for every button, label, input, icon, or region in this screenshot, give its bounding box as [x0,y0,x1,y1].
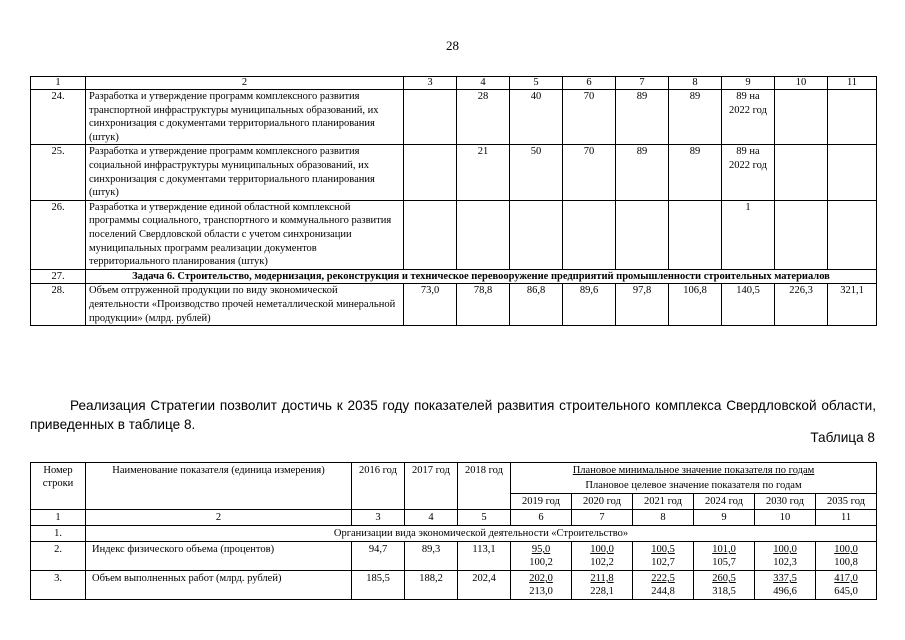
table2-header-row-1 [31,463,877,479]
indicator-value: 226,3 [775,284,828,326]
indicator-name: Индекс физического объема (процентов) [86,542,352,571]
column-number: 5 [458,510,511,526]
row-number: 27. [31,269,86,284]
plan-value-cell [694,542,755,571]
header-2016: 2016 год [352,463,405,510]
column-number: 11 [816,510,877,526]
indicator-value: 89 [616,145,669,200]
plan-min-value: 222,5 [651,573,675,584]
row-number: 26. [31,200,86,269]
plan-value-cell [755,542,816,571]
plan-target-value: 244,8 [651,586,675,597]
strategy-paragraph: Реализация Стратегии позволит достичь к 2035 году показателей развития строительного комплекса Свердловской области, приведенных в таблице 8. [30,398,876,432]
indicator-value [616,200,669,269]
historical-value: 89,3 [405,542,458,571]
plan-target-value: 100,8 [834,557,858,568]
plan-target-value: 645,0 [834,586,858,597]
indicator-value: 89 [669,90,722,145]
section-title: Организации вида экономической деятельности «Строительство» [86,526,877,542]
plan-target-value: 100,2 [529,557,553,568]
indicator-value [510,200,563,269]
indicator-value: 21 [457,145,510,200]
historical-value: 94,7 [352,542,405,571]
indicator-value [828,145,877,200]
header-indicator: Наименование показателя (единица измерения) [86,463,352,510]
column-number: 5 [510,77,563,90]
row-number: 1. [31,526,86,542]
plan-value-cell [633,542,694,571]
plan-min-value: 95,0 [531,544,551,555]
column-number: 10 [755,510,816,526]
plan-min-value: 337,5 [773,573,797,584]
table-row [31,284,877,326]
header-year-2021: 2021 год [633,494,694,510]
plan-target-value: 228,1 [590,586,614,597]
plan-value-cell [755,571,816,600]
header-year-2019: 2019 год [511,494,572,510]
plan-value-cell [694,571,755,600]
column-number: 9 [694,510,755,526]
header-year-2024: 2024 год [694,494,755,510]
row-number: 25. [31,145,86,200]
indicator-value: 321,1 [828,284,877,326]
header-2017: 2017 год [405,463,458,510]
historical-value: 202,4 [458,571,511,600]
header-year-2035: 2035 год [816,494,877,510]
indicator-value: 78,8 [457,284,510,326]
column-number: 1 [31,77,86,90]
indicator-name: Объем отгруженной продукции по виду экономической деятельности «Производство прочей неметаллической минеральной продукции» (млрд. рублей) [86,284,404,326]
indicator-value: 89,6 [563,284,616,326]
indicator-value [457,200,510,269]
historical-value: 188,2 [405,571,458,600]
column-number: 2 [86,77,404,90]
plan-target-value: 213,0 [529,586,553,597]
indicator-value [775,200,828,269]
column-number: 1 [31,510,86,526]
column-number: 8 [633,510,694,526]
header-2018: 2018 год [458,463,511,510]
table-row [31,145,877,200]
plan-value-cell [816,542,877,571]
column-number: 8 [669,77,722,90]
indicator-value: 89 на 2022 год [722,145,775,200]
indicator-value: 28 [457,90,510,145]
table-row [31,269,877,284]
historical-value: 113,1 [458,542,511,571]
indicators-table-continued [30,76,877,326]
row-number: 2. [31,542,86,571]
column-number: 6 [563,77,616,90]
plan-target-value: 102,3 [773,557,797,568]
indicator-value [775,90,828,145]
row-number: 3. [31,571,86,600]
indicator-value: 89 [616,90,669,145]
header-year-2020: 2020 год [572,494,633,510]
column-number: 7 [616,77,669,90]
plan-value-cell [572,542,633,571]
indicator-value: 86,8 [510,284,563,326]
header-year-2030: 2030 год [755,494,816,510]
indicator-value [404,200,457,269]
column-number: 9 [722,77,775,90]
plan-min-value: 100,5 [651,544,675,555]
task-heading: Задача 6. Строительство, модернизация, реконструкция и техническое перевооружение предприятий промышленности строительных материалов [86,269,877,284]
plan-value-cell [511,542,572,571]
plan-target-value: 318,5 [712,586,736,597]
indicator-value: 70 [563,90,616,145]
column-number: 4 [457,77,510,90]
plan-min-value: 202,0 [529,573,553,584]
column-number: 11 [828,77,877,90]
row-number: 24. [31,90,86,145]
column-number-row [31,510,877,526]
page-number: 28 [446,38,459,53]
table-row [31,200,877,269]
plan-min-value: 211,8 [590,573,614,584]
indicator-value: 40 [510,90,563,145]
column-number-row [31,77,877,90]
table-row [31,90,877,145]
indicator-name: Разработка и утверждение программ комплексного развития социальной инфраструктуры муниципальных образований, их синхронизация с документами территориального планирования (штук) [86,145,404,200]
indicator-value: 106,8 [669,284,722,326]
indicator-name: Объем выполненных работ (млрд. рублей) [86,571,352,600]
plan-min-value: 100,0 [773,544,797,555]
plan-min-value: 100,0 [834,544,858,555]
indicator-value: 50 [510,145,563,200]
indicator-name: Разработка и утверждение программ комплексного развития транспортной инфраструктуры муниципальных образований, их синхронизация с документами территориального планирования (штук) [86,90,404,145]
plan-min-value: 260,5 [712,573,736,584]
indicator-value [404,145,457,200]
indicator-value [669,200,722,269]
column-number: 6 [511,510,572,526]
indicator-value: 89 на 2022 год [722,90,775,145]
indicator-value [828,200,877,269]
table-row [31,542,877,571]
plan-target-value: 496,6 [773,586,797,597]
plan-target-value: 102,7 [651,557,675,568]
table-caption: Таблица 8 [810,430,875,445]
row-number: 28. [31,284,86,326]
column-number: 4 [405,510,458,526]
column-number: 2 [86,510,352,526]
plan-target-value: 102,2 [590,557,614,568]
indicator-value: 89 [669,145,722,200]
indicator-value [828,90,877,145]
column-number: 3 [352,510,405,526]
plan-target-value: 105,7 [712,557,736,568]
plan-min-value: 100,0 [590,544,614,555]
header-row-number: Номер строки [31,463,86,510]
indicator-name: Разработка и утверждение единой областной комплексной программы социального, транспортного и коммунального развития поселений Свердловской области с учетом синхронизации муниципальных программ реализации документов территориального планирования (штук) [86,200,404,269]
indicator-value: 1 [722,200,775,269]
indicator-value [563,200,616,269]
indicator-value [775,145,828,200]
column-number: 10 [775,77,828,90]
plan-min-value: 417,0 [834,573,858,584]
section-row [31,526,877,542]
plan-value-cell [816,571,877,600]
plan-min-value: 101,0 [712,544,736,555]
indicator-value: 140,5 [722,284,775,326]
plan-value-cell [572,571,633,600]
header-plan-min: Плановое минимальное значение показателя по годам [511,463,877,479]
indicator-value: 70 [563,145,616,200]
table-row [31,571,877,600]
plan-value-cell [633,571,694,600]
historical-value: 185,5 [352,571,405,600]
column-number: 3 [404,77,457,90]
plan-value-cell [511,571,572,600]
indicator-value: 97,8 [616,284,669,326]
column-number: 7 [572,510,633,526]
indicator-value: 73,0 [404,284,457,326]
construction-indicators-table [30,462,877,600]
header-plan-target: Плановое целевое значение показателя по годам [511,478,877,494]
indicator-value [404,90,457,145]
